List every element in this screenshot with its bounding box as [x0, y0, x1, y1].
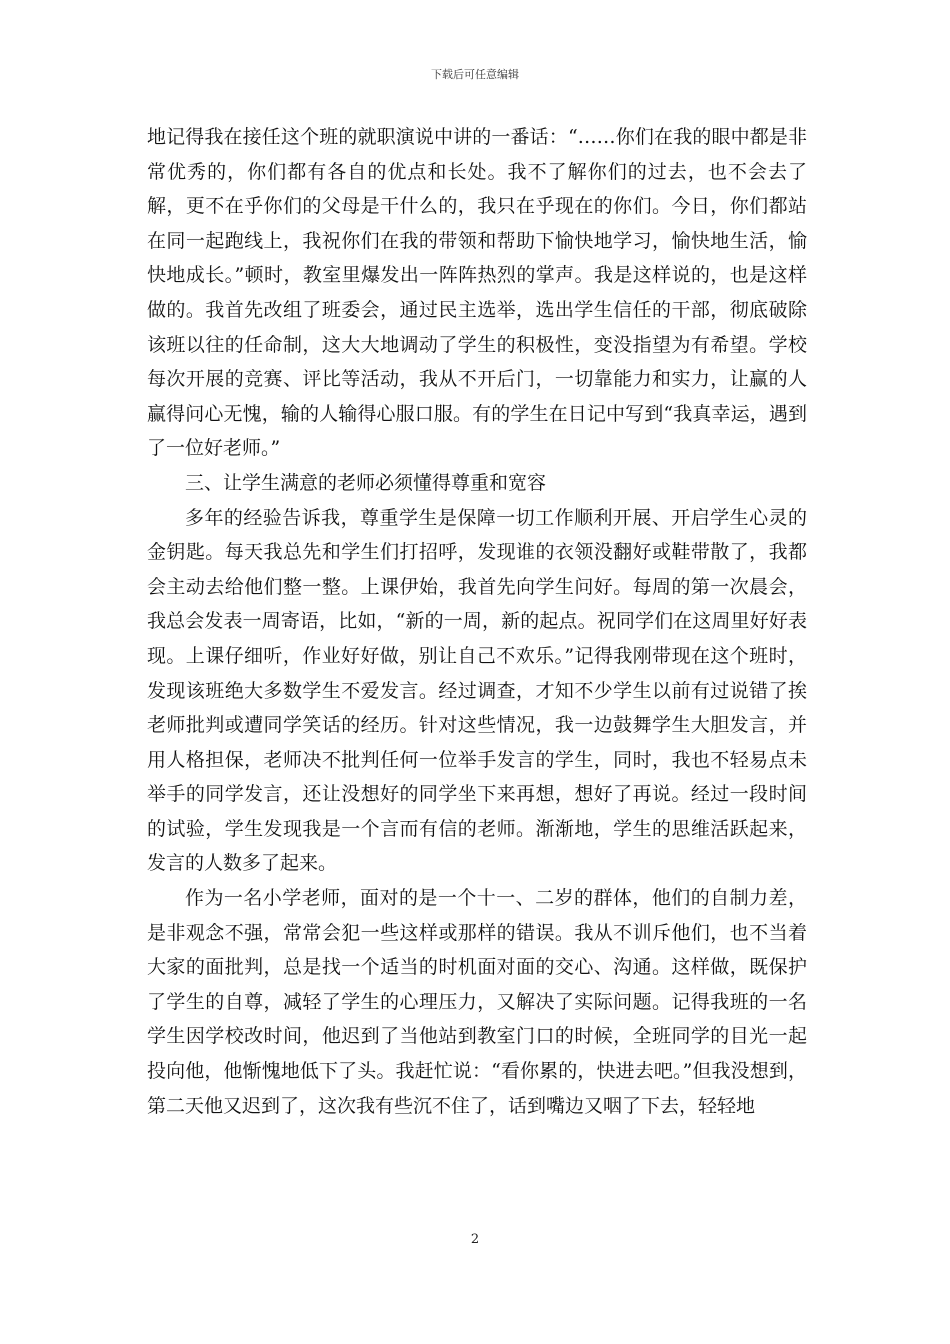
section-heading: 三、让学生满意的老师必须懂得尊重和宽容 [185, 471, 547, 494]
paragraph: 多年的经验告诉我，尊重学生是保障一切工作顺利开展、开启学生心灵的金钥匙。每天我总先和学生们打招呼，发现谁的衣领没翻好或鞋带散了，我都会主动去给他们整一整。上课伊始，我首先向学生问好。每周的第一次晨会，我总会发表一周寄语，比如，“新的一周，新的起点。祝同学们在这周里好好表现。上课仔细听，作业好好做，别让自己不欢乐。”记得我刚带现在这个班时，发现该班绝大多数学生不爱发言。经过调查，才知不少学生以前有过说错了挨老师批判或遭同学笑话的经历。针对这些情况，我一边鼓舞学生大胆发言，并用人格担保，老师决不批判任何一位举手发言的学生，同时，我也不轻易点未举手的同学发言，还让没想好的同学坐下来再想，想好了再说。经过一段时间的试验，学生发现我是一个言而有信的老师。渐渐地，学生的思维活跃起来，发言的人数多了起来。 [147, 506, 807, 875]
paragraph: 作为一名小学老师，面对的是一个十一、二岁的群体，他们的自制力差，是非观念不强，常常会犯一些这样或那样的错误。我从不训斥他们，也不当着大家的面批判，总是找一个适当的时机面对面的交心、沟通。这样做，既保护了学生的自尊，减轻了学生的心理压力，又解决了实际问题。记得我班的一名学生因学校改时间，他迟到了当他站到教室门口的时候，全班同学的目光一起投向他，他惭愧地低下了头。我赶忙说：“看你累的，快进去吧。”但我没想到，第二天他又迟到了，这次我有些沉不住了，话到嘴边又咽了下去，轻轻地 [147, 887, 807, 1117]
page-number: 2 [470, 1232, 480, 1247]
paragraph-continuation: 地记得我在接任这个班的就职演说中讲的一番话：“……你们在我的眼中都是非常优秀的，你们都有各自的优点和长处。我不了解你们的过去，也不会去了解，更不在乎你们的父母是干什么的，我只在乎现在的你们。今日，你们都站在同一起跑线上，我祝你们在我的带领和帮助下愉快地学习，愉快地生活，愉快地成长。”顿时，教室里爆发出一阵阵热烈的掌声。我是这样说的，也是这样做的。我首先改组了班委会，通过民主选举，选出学生信任的干部，彻底破除该班以往的任命制，这大大地调动了学生的积极性，变没指望为有希望。学校每次开展的竞赛、评比等活动，我从不开后门，一切靠能力和实力，让赢的人赢得问心无愧，输的人输得心服口服。有的学生在日记中写到“我真幸运，遇到了一位好老师。” [147, 126, 807, 460]
page-header: 下载后可任意编辑 [431, 68, 519, 81]
document-body [147, 120, 807, 1123]
